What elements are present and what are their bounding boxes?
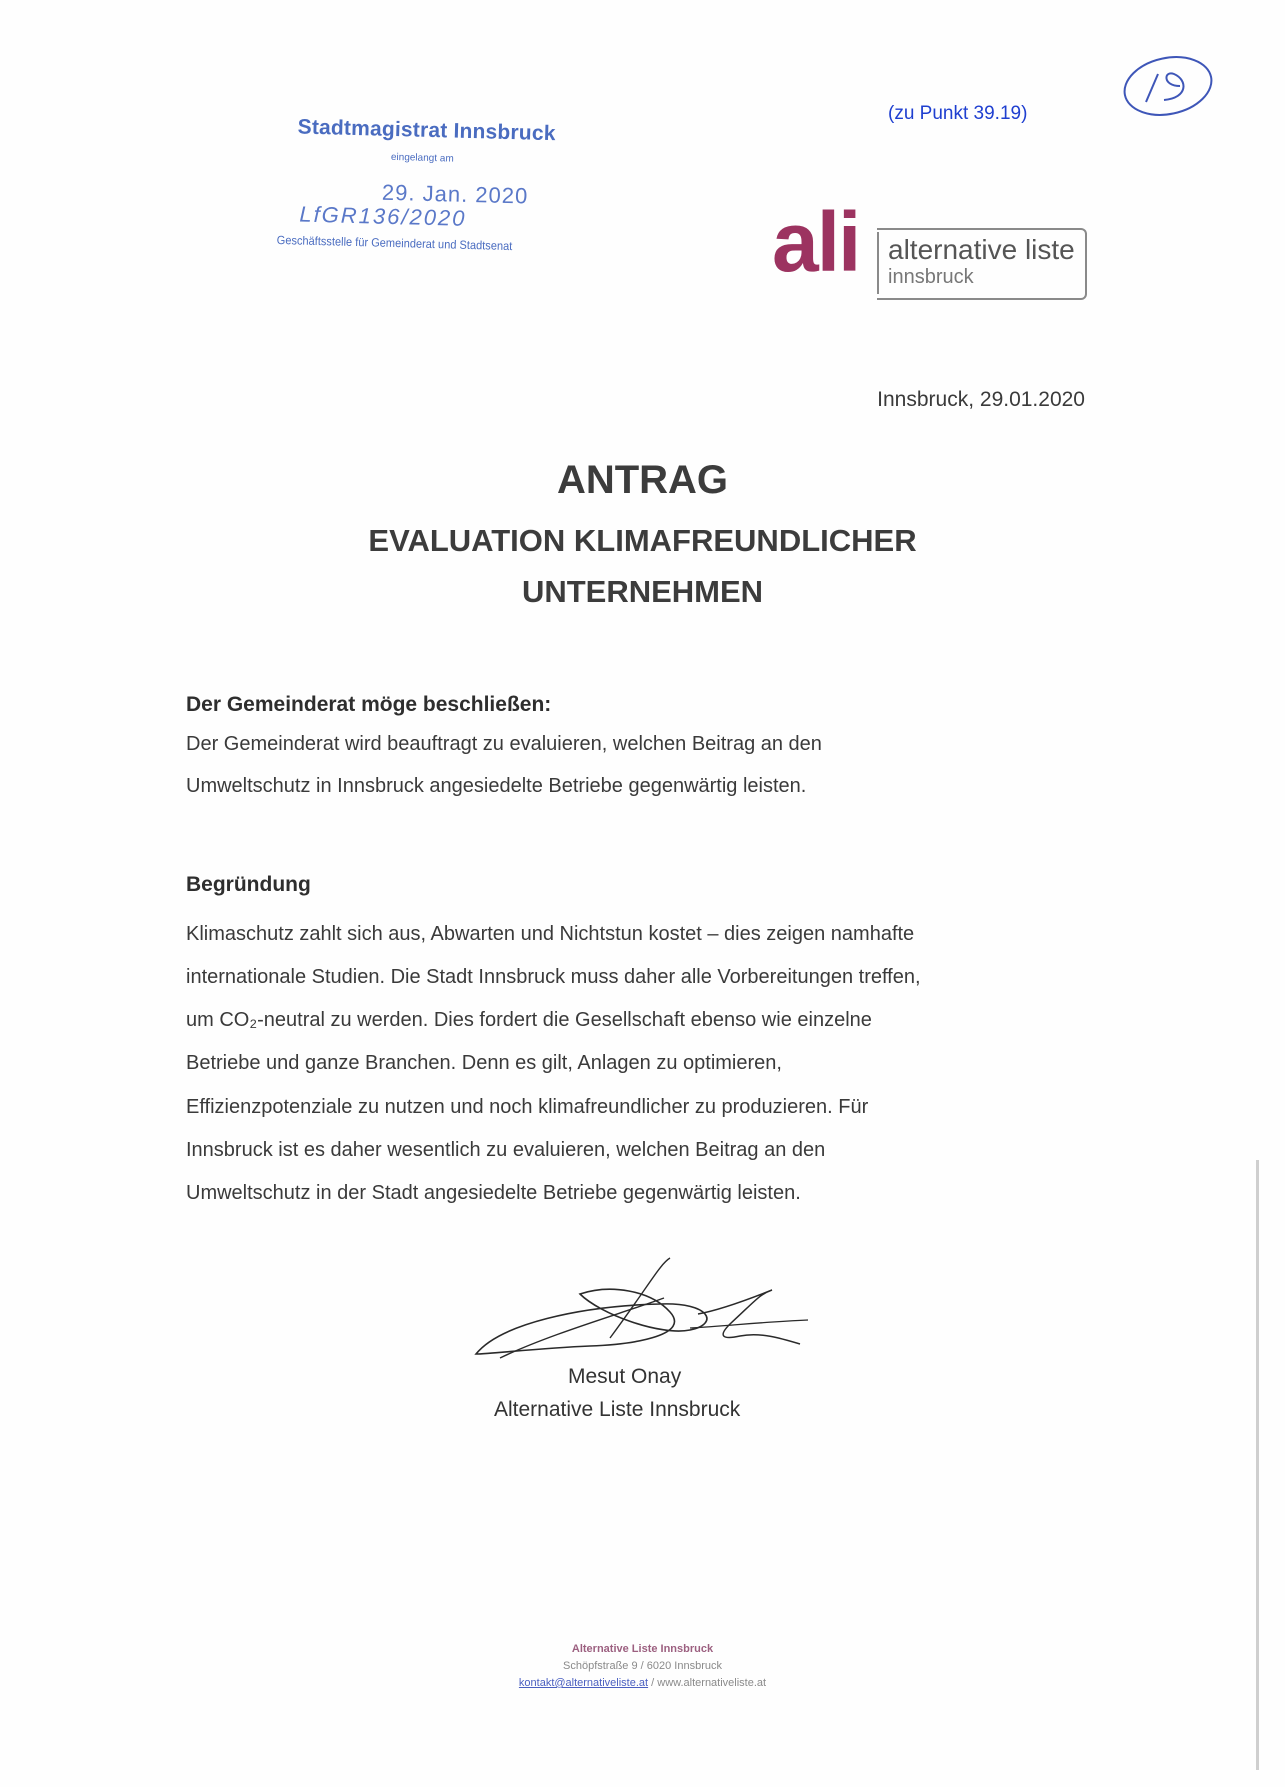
logo-mark: ali (772, 195, 860, 289)
reasoning-line: Klimaschutz zahlt sich aus, Abwarten und Nichtstun kostet – dies zeigen namhafte (186, 923, 915, 945)
scan-edge-line (1256, 1160, 1259, 1770)
stamp-subtitle: eingelangt am (390, 151, 454, 165)
stamp-title: Stadtmagistrat Innsbruck (297, 115, 556, 146)
reasoning-line: internationale Studien. Die Stadt Innsbruck muss daher alle Vorbereitungen treffen, (186, 966, 921, 988)
reasoning-line: Betriebe und ganze Branchen. Denn es gilt, Anlagen zu optimieren, (186, 1052, 782, 1074)
reasoning-line: um CO₂-neutral zu werden. Dies fordert die Gesellschaft ebenso wie einzelne (186, 1009, 872, 1031)
reasoning-line: Effizienzpotenziale zu nutzen und noch klimafreundlicher zu produzieren. Für (186, 1096, 869, 1118)
footer-organization: Alternative Liste Innsbruck (571, 1643, 714, 1655)
agenda-reference: (zu Punkt 39.19) (888, 103, 1028, 124)
handwritten-number-mark (1118, 52, 1218, 120)
stamp-date: 29. Jan. 2020 (381, 179, 529, 209)
footer-website: / www.alternativeliste.at (648, 1677, 767, 1689)
signer-organization: Alternative Liste Innsbruck (494, 1398, 741, 1421)
motion-line: Der Gemeinderat wird beauftragt zu evaluieren, welchen Beitrag an den (186, 733, 822, 755)
document-date: Innsbruck, 29.01.2020 (877, 388, 1085, 411)
logo-text-primary: alternative liste (888, 234, 1075, 265)
stamp-code: LfGR136/2020 (299, 201, 467, 231)
document-subtitle-line-2: UNTERNEHMEN (521, 574, 764, 609)
document-subtitle-line-1: EVALUATION KLIMAFREUNDLICHER (368, 523, 917, 558)
reasoning-line: Innsbruck ist es daher wesentlich zu evaluieren, welchen Beitrag an den (186, 1139, 826, 1161)
footer-address: Schöpfstraße 9 / 6020 Innsbruck (563, 1660, 722, 1672)
logo-divider (877, 232, 879, 294)
footer-contact (0, 1677, 1285, 1689)
stamp-office: Geschäftsstelle für Gemeinderat und Stadtsenat (276, 232, 513, 254)
logo-text-secondary: innsbruck (888, 266, 974, 288)
footer-email-link[interactable]: kontakt@alternativeliste.at (518, 1677, 649, 1689)
document-title: ANTRAG (556, 458, 729, 502)
ali-logo (772, 195, 1092, 300)
reasoning-line: Umweltschutz in der Stadt angesiedelte Betriebe gegenwärtig leisten. (186, 1182, 801, 1204)
receipt-stamp (270, 109, 594, 277)
reasoning-heading: Begründung (186, 873, 311, 896)
motion-heading: Der Gemeinderat möge beschließen: (186, 693, 552, 716)
handwritten-signature (460, 1254, 860, 1374)
signer-name: Mesut Onay (568, 1365, 682, 1388)
motion-line: Umweltschutz in Innsbruck angesiedelte Betriebe gegenwärtig leisten. (186, 775, 807, 797)
